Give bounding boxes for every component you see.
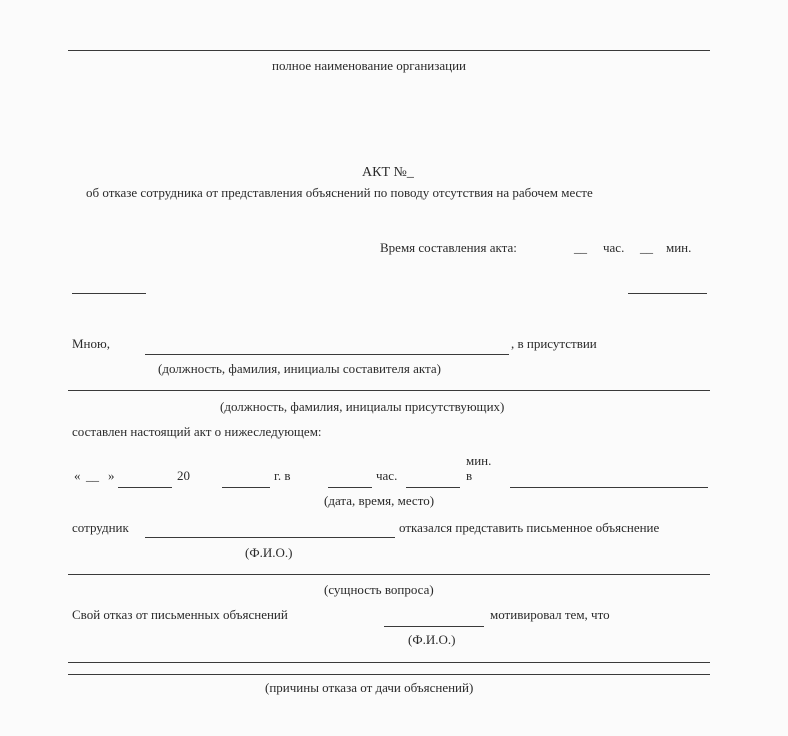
event-hours-line [328,487,372,488]
time-minutes-blank: __ [640,240,653,255]
event-year-suffix: г. в [274,468,291,483]
witnesses-caption: (должность, фамилия, инициалы присутствующих) [220,399,505,414]
compiler-prefix: Мною, [72,336,110,351]
place-line [72,293,146,294]
date-line [628,293,707,294]
refusal-name-line [384,626,484,627]
event-hours-label: час. [376,468,398,483]
compiler-line [145,354,509,355]
employee-action: отказался представить письменное объяснение [399,520,660,535]
refusal-suffix: мотивировал тем, что [490,607,610,622]
time-hours-blank: __ [574,240,587,255]
event-day-blank: __ [86,468,99,483]
reasons-caption: (причины отказа от дачи объяснений) [265,680,474,695]
event-minutes-line [406,487,460,488]
event-quote-close: » [108,468,115,483]
compiler-caption: (должность, фамилия, инициалы составителя акта) [158,361,441,376]
event-month-line [118,487,172,488]
reasons-line-1 [68,662,710,663]
refusal-prefix: Свой отказ от письменных объяснений [72,607,288,622]
reasons-line-2 [68,674,710,675]
organization-caption: полное наименование организации [272,58,467,73]
employee-caption: (Ф.И.О.) [245,545,293,560]
employee-name-line [145,537,395,538]
event-quote-open: « [74,468,81,483]
employee-label: сотрудник [72,520,129,535]
act-subtitle: об отказе сотрудника от представления объяснений по поводу отсутствия на рабочем месте [86,185,593,200]
event-caption: (дата, время, место) [324,493,435,508]
event-in-label: в [466,468,473,483]
act-title: АКТ №_ [362,165,414,180]
organization-line [68,50,710,51]
event-minutes-label: мин. [466,453,492,468]
event-year-line [222,487,270,488]
time-hours-label: час. [603,240,625,255]
intro-text: составлен настоящий акт о нижеследующем: [72,424,322,439]
compiler-suffix: , в присутствии [511,336,597,351]
witnesses-line [68,390,710,391]
event-place-line [510,487,708,488]
question-caption: (сущность вопроса) [324,582,434,597]
event-year-prefix: 20 [177,468,190,483]
time-minutes-label: мин. [666,240,692,255]
time-label: Время составления акта: [380,240,517,255]
refusal-caption: (Ф.И.О.) [408,632,456,647]
question-line [68,574,710,575]
